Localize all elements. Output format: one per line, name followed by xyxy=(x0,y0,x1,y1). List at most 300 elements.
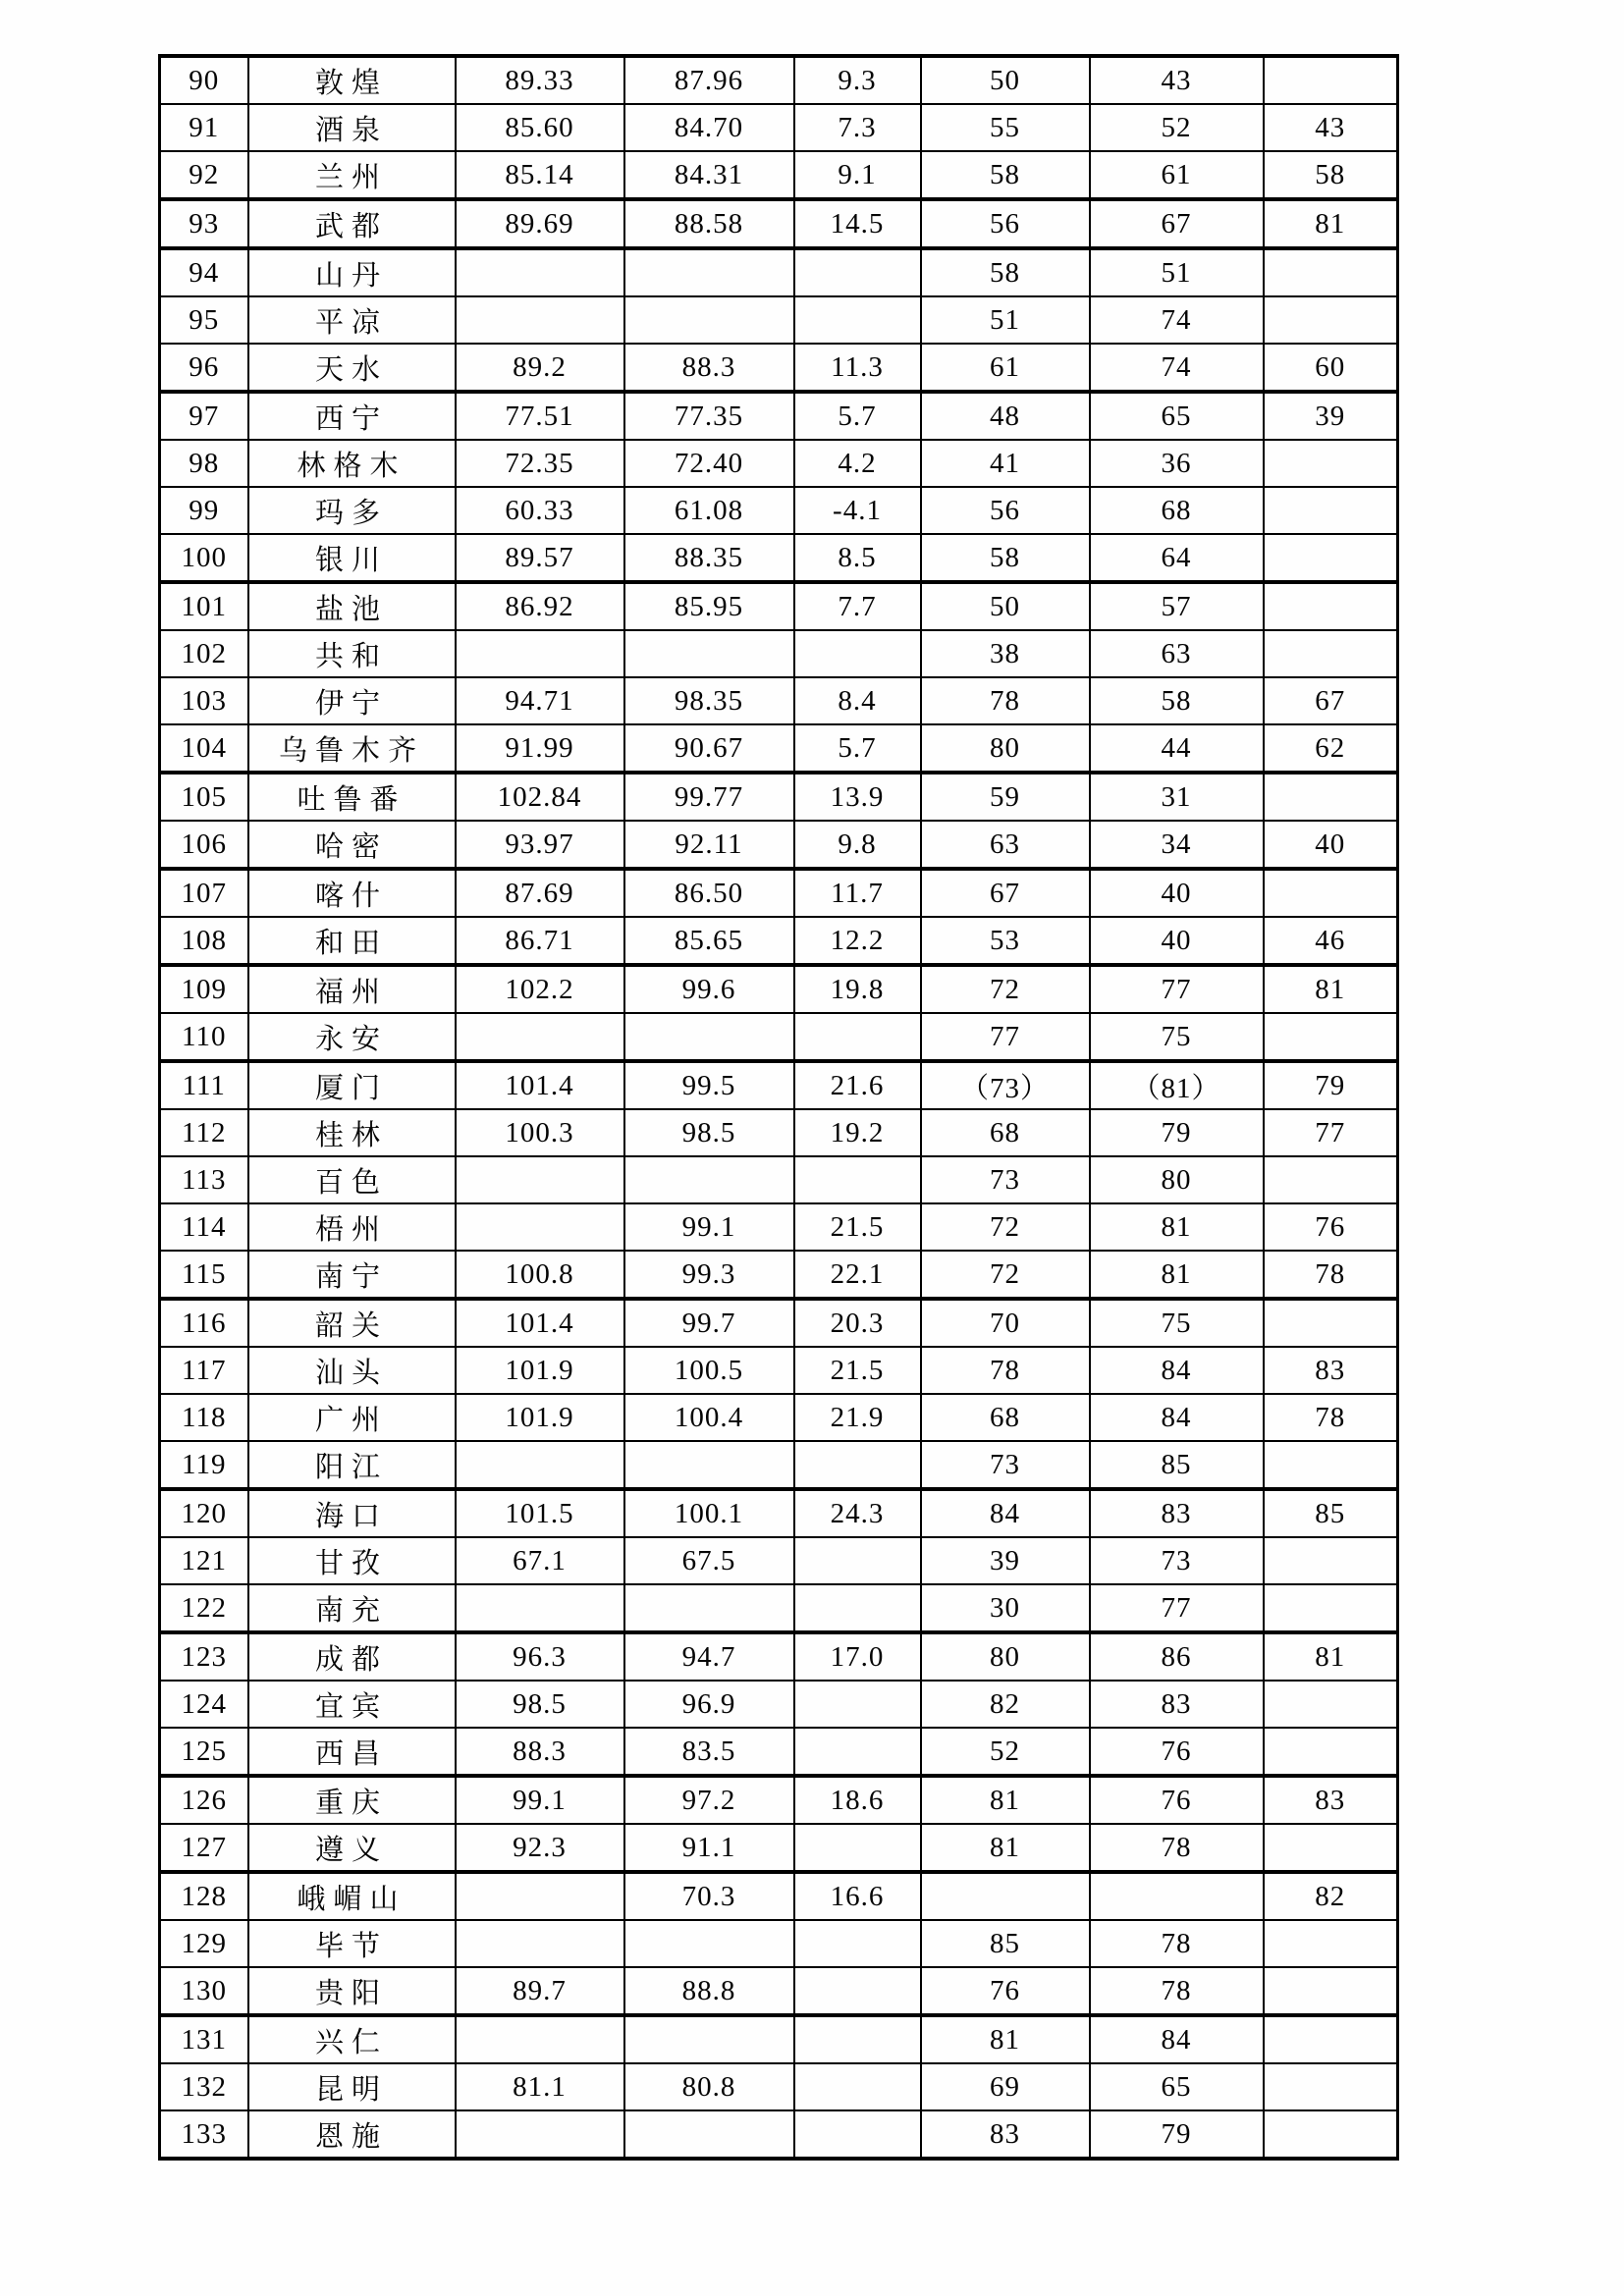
value-cell-3: 24.3 xyxy=(794,1489,921,1537)
value-cell-1: 98.5 xyxy=(456,1681,624,1728)
value-cell-3 xyxy=(794,2063,921,2110)
value-cell-2 xyxy=(624,1013,794,1061)
row-number-cell: 90 xyxy=(160,56,248,104)
value-cell-2: 99.7 xyxy=(624,1299,794,1347)
row-number-cell: 115 xyxy=(160,1251,248,1299)
value-cell-3: 5.7 xyxy=(794,392,921,440)
value-cell-5: 40 xyxy=(1090,917,1264,965)
row-number-cell: 91 xyxy=(160,104,248,151)
value-cell-5: 31 xyxy=(1090,773,1264,821)
value-cell-5: 76 xyxy=(1090,1776,1264,1824)
row-number-cell: 131 xyxy=(160,2015,248,2063)
value-cell-3: 19.8 xyxy=(794,965,921,1013)
value-cell-6: 60 xyxy=(1264,344,1398,392)
value-cell-4: 56 xyxy=(921,199,1090,248)
value-cell-1 xyxy=(456,2015,624,2063)
value-cell-5: 68 xyxy=(1090,487,1264,534)
value-cell-3: 22.1 xyxy=(794,1251,921,1299)
value-cell-4: 67 xyxy=(921,869,1090,917)
value-cell-2: 88.35 xyxy=(624,534,794,582)
value-cell-6 xyxy=(1264,440,1398,487)
value-cell-4: 82 xyxy=(921,1681,1090,1728)
value-cell-3: 7.3 xyxy=(794,104,921,151)
value-cell-6: 46 xyxy=(1264,917,1398,965)
value-cell-3: 9.3 xyxy=(794,56,921,104)
value-cell-3 xyxy=(794,2015,921,2063)
value-cell-5: 34 xyxy=(1090,821,1264,869)
value-cell-6 xyxy=(1264,1728,1398,1776)
value-cell-4: （73） xyxy=(921,1061,1090,1109)
city-name-cell: 峨嵋山 xyxy=(248,1872,456,1920)
value-cell-5: 78 xyxy=(1090,1824,1264,1872)
value-cell-2 xyxy=(624,1920,794,1967)
value-cell-4: 59 xyxy=(921,773,1090,821)
city-name-cell: 兰州 xyxy=(248,151,456,199)
value-cell-3 xyxy=(794,630,921,677)
city-name-cell: 海口 xyxy=(248,1489,456,1537)
value-cell-2: 99.77 xyxy=(624,773,794,821)
value-cell-4: 78 xyxy=(921,1347,1090,1394)
value-cell-4: 50 xyxy=(921,56,1090,104)
value-cell-5: 83 xyxy=(1090,1489,1264,1537)
value-cell-6 xyxy=(1264,1824,1398,1872)
value-cell-2: 67.5 xyxy=(624,1537,794,1584)
value-cell-4: 63 xyxy=(921,821,1090,869)
value-cell-1 xyxy=(456,2110,624,2159)
table-row xyxy=(160,821,1398,869)
value-cell-1: 77.51 xyxy=(456,392,624,440)
value-cell-5: 76 xyxy=(1090,1728,1264,1776)
value-cell-6: 43 xyxy=(1264,104,1398,151)
value-cell-6: 81 xyxy=(1264,1632,1398,1681)
value-cell-1: 81.1 xyxy=(456,2063,624,2110)
value-cell-3: 12.2 xyxy=(794,917,921,965)
table-row xyxy=(160,1251,1398,1299)
value-cell-6 xyxy=(1264,1013,1398,1061)
value-cell-4: 81 xyxy=(921,1776,1090,1824)
value-cell-5: 58 xyxy=(1090,677,1264,724)
table-row xyxy=(160,392,1398,440)
value-cell-3: 11.7 xyxy=(794,869,921,917)
value-cell-1: 89.7 xyxy=(456,1967,624,2015)
city-name-cell: 兴仁 xyxy=(248,2015,456,2063)
table-row xyxy=(160,1489,1398,1537)
value-cell-2: 97.2 xyxy=(624,1776,794,1824)
row-number-cell: 103 xyxy=(160,677,248,724)
value-cell-5: 51 xyxy=(1090,248,1264,296)
value-cell-5: 57 xyxy=(1090,582,1264,630)
row-number-cell: 104 xyxy=(160,724,248,773)
value-cell-4: 84 xyxy=(921,1489,1090,1537)
city-name-cell: 永安 xyxy=(248,1013,456,1061)
table-row xyxy=(160,965,1398,1013)
value-cell-1 xyxy=(456,1872,624,1920)
table-row xyxy=(160,2063,1398,2110)
value-cell-1: 89.69 xyxy=(456,199,624,248)
value-cell-1: 101.4 xyxy=(456,1299,624,1347)
value-cell-6 xyxy=(1264,582,1398,630)
value-cell-4: 56 xyxy=(921,487,1090,534)
table-row xyxy=(160,2110,1398,2159)
table-row xyxy=(160,1632,1398,1681)
value-cell-6: 78 xyxy=(1264,1251,1398,1299)
value-cell-3 xyxy=(794,2110,921,2159)
value-cell-1: 87.69 xyxy=(456,869,624,917)
value-cell-3: 21.6 xyxy=(794,1061,921,1109)
value-cell-6: 81 xyxy=(1264,965,1398,1013)
value-cell-6 xyxy=(1264,2063,1398,2110)
row-number-cell: 97 xyxy=(160,392,248,440)
city-name-cell: 哈密 xyxy=(248,821,456,869)
value-cell-6 xyxy=(1264,869,1398,917)
value-cell-1 xyxy=(456,630,624,677)
table-row xyxy=(160,440,1398,487)
value-cell-2: 90.67 xyxy=(624,724,794,773)
row-number-cell: 107 xyxy=(160,869,248,917)
value-cell-1: 93.97 xyxy=(456,821,624,869)
city-name-cell: 梧州 xyxy=(248,1203,456,1251)
value-cell-3: 5.7 xyxy=(794,724,921,773)
row-number-cell: 132 xyxy=(160,2063,248,2110)
value-cell-3: 9.1 xyxy=(794,151,921,199)
value-cell-3: 21.5 xyxy=(794,1347,921,1394)
value-cell-6 xyxy=(1264,2110,1398,2159)
row-number-cell: 118 xyxy=(160,1394,248,1441)
value-cell-6 xyxy=(1264,1537,1398,1584)
value-cell-6: 85 xyxy=(1264,1489,1398,1537)
table-row xyxy=(160,1109,1398,1156)
value-cell-6 xyxy=(1264,1299,1398,1347)
row-number-cell: 116 xyxy=(160,1299,248,1347)
value-cell-3 xyxy=(794,1441,921,1489)
city-name-cell: 玛多 xyxy=(248,487,456,534)
table-row xyxy=(160,1441,1398,1489)
value-cell-3 xyxy=(794,248,921,296)
value-cell-2: 88.3 xyxy=(624,344,794,392)
city-name-cell: 桂林 xyxy=(248,1109,456,1156)
value-cell-4: 77 xyxy=(921,1013,1090,1061)
value-cell-2 xyxy=(624,1156,794,1203)
value-cell-3: 13.9 xyxy=(794,773,921,821)
value-cell-2: 85.65 xyxy=(624,917,794,965)
row-number-cell: 105 xyxy=(160,773,248,821)
city-name-cell: 南宁 xyxy=(248,1251,456,1299)
value-cell-1: 102.2 xyxy=(456,965,624,1013)
value-cell-2 xyxy=(624,248,794,296)
value-cell-4: 58 xyxy=(921,534,1090,582)
value-cell-4: 85 xyxy=(921,1920,1090,1967)
value-cell-1: 102.84 xyxy=(456,773,624,821)
value-cell-1: 89.57 xyxy=(456,534,624,582)
city-name-cell: 甘孜 xyxy=(248,1537,456,1584)
value-cell-3: 20.3 xyxy=(794,1299,921,1347)
value-cell-3 xyxy=(794,1824,921,1872)
value-cell-4: 70 xyxy=(921,1299,1090,1347)
value-cell-2: 88.58 xyxy=(624,199,794,248)
value-cell-5: 78 xyxy=(1090,1920,1264,1967)
value-cell-2: 83.5 xyxy=(624,1728,794,1776)
city-name-cell: 贵阳 xyxy=(248,1967,456,2015)
city-name-cell: 吐鲁番 xyxy=(248,773,456,821)
value-cell-4 xyxy=(921,1872,1090,1920)
value-cell-3: 8.4 xyxy=(794,677,921,724)
table-row xyxy=(160,2015,1398,2063)
value-cell-5: 65 xyxy=(1090,392,1264,440)
city-name-cell: 成都 xyxy=(248,1632,456,1681)
table-row xyxy=(160,1824,1398,1872)
value-cell-3 xyxy=(794,1681,921,1728)
value-cell-5: 77 xyxy=(1090,1584,1264,1632)
value-cell-5: 84 xyxy=(1090,1347,1264,1394)
value-cell-5: 75 xyxy=(1090,1013,1264,1061)
value-cell-2 xyxy=(624,1441,794,1489)
value-cell-4: 48 xyxy=(921,392,1090,440)
city-name-cell: 毕节 xyxy=(248,1920,456,1967)
value-cell-3 xyxy=(794,1584,921,1632)
value-cell-1: 99.1 xyxy=(456,1776,624,1824)
value-cell-2: 100.1 xyxy=(624,1489,794,1537)
table-row xyxy=(160,104,1398,151)
value-cell-2 xyxy=(624,1584,794,1632)
value-cell-5: 40 xyxy=(1090,869,1264,917)
value-cell-6 xyxy=(1264,2015,1398,2063)
value-cell-6: 83 xyxy=(1264,1347,1398,1394)
row-number-cell: 106 xyxy=(160,821,248,869)
row-number-cell: 129 xyxy=(160,1920,248,1967)
value-cell-1: 88.3 xyxy=(456,1728,624,1776)
row-number-cell: 93 xyxy=(160,199,248,248)
city-name-cell: 伊宁 xyxy=(248,677,456,724)
value-cell-1: 67.1 xyxy=(456,1537,624,1584)
value-cell-2: 94.7 xyxy=(624,1632,794,1681)
table-row xyxy=(160,1967,1398,2015)
value-cell-1: 92.3 xyxy=(456,1824,624,1872)
value-cell-2: 100.5 xyxy=(624,1347,794,1394)
city-name-cell: 恩施 xyxy=(248,2110,456,2159)
city-name-cell: 汕头 xyxy=(248,1347,456,1394)
value-cell-6 xyxy=(1264,1441,1398,1489)
value-cell-4: 61 xyxy=(921,344,1090,392)
table-row xyxy=(160,724,1398,773)
value-cell-2: 99.1 xyxy=(624,1203,794,1251)
city-name-cell: 山丹 xyxy=(248,248,456,296)
table-row xyxy=(160,630,1398,677)
value-cell-3: 21.9 xyxy=(794,1394,921,1441)
city-name-cell: 喀什 xyxy=(248,869,456,917)
row-number-cell: 121 xyxy=(160,1537,248,1584)
value-cell-3: 17.0 xyxy=(794,1632,921,1681)
city-name-cell: 乌鲁木齐 xyxy=(248,724,456,773)
row-number-cell: 126 xyxy=(160,1776,248,1824)
value-cell-4: 76 xyxy=(921,1967,1090,2015)
value-cell-6: 79 xyxy=(1264,1061,1398,1109)
row-number-cell: 127 xyxy=(160,1824,248,1872)
value-cell-4: 72 xyxy=(921,1251,1090,1299)
table-row xyxy=(160,1537,1398,1584)
table-row xyxy=(160,1013,1398,1061)
row-number-cell: 112 xyxy=(160,1109,248,1156)
value-cell-6: 39 xyxy=(1264,392,1398,440)
row-number-cell: 100 xyxy=(160,534,248,582)
value-cell-4: 50 xyxy=(921,582,1090,630)
city-name-cell: 西宁 xyxy=(248,392,456,440)
value-cell-1: 96.3 xyxy=(456,1632,624,1681)
value-cell-4: 73 xyxy=(921,1441,1090,1489)
value-cell-2 xyxy=(624,2110,794,2159)
row-number-cell: 98 xyxy=(160,440,248,487)
value-cell-1 xyxy=(456,1920,624,1967)
table-row xyxy=(160,1872,1398,1920)
table-row xyxy=(160,1299,1398,1347)
city-name-cell: 福州 xyxy=(248,965,456,1013)
row-number-cell: 119 xyxy=(160,1441,248,1489)
value-cell-6: 67 xyxy=(1264,677,1398,724)
value-cell-2: 92.11 xyxy=(624,821,794,869)
value-cell-1 xyxy=(456,1203,624,1251)
value-cell-1: 72.35 xyxy=(456,440,624,487)
city-name-cell: 盐池 xyxy=(248,582,456,630)
value-cell-5: 79 xyxy=(1090,1109,1264,1156)
value-cell-2: 72.40 xyxy=(624,440,794,487)
value-cell-5 xyxy=(1090,1872,1264,1920)
value-cell-4: 38 xyxy=(921,630,1090,677)
city-name-cell: 西昌 xyxy=(248,1728,456,1776)
row-number-cell: 96 xyxy=(160,344,248,392)
value-cell-1: 89.2 xyxy=(456,344,624,392)
row-number-cell: 108 xyxy=(160,917,248,965)
row-number-cell: 101 xyxy=(160,582,248,630)
row-number-cell: 117 xyxy=(160,1347,248,1394)
value-cell-3 xyxy=(794,1013,921,1061)
value-cell-4: 41 xyxy=(921,440,1090,487)
value-cell-4: 58 xyxy=(921,151,1090,199)
value-cell-5: 64 xyxy=(1090,534,1264,582)
table-row xyxy=(160,344,1398,392)
city-name-cell: 林格木 xyxy=(248,440,456,487)
value-cell-5: 74 xyxy=(1090,344,1264,392)
row-number-cell: 125 xyxy=(160,1728,248,1776)
value-cell-6: 78 xyxy=(1264,1394,1398,1441)
row-number-cell: 130 xyxy=(160,1967,248,2015)
table-row xyxy=(160,248,1398,296)
value-cell-2: 100.4 xyxy=(624,1394,794,1441)
value-cell-2: 88.8 xyxy=(624,1967,794,2015)
value-cell-4: 81 xyxy=(921,1824,1090,1872)
city-name-cell: 宜宾 xyxy=(248,1681,456,1728)
value-cell-3: 7.7 xyxy=(794,582,921,630)
table-row xyxy=(160,534,1398,582)
value-cell-6 xyxy=(1264,534,1398,582)
value-cell-4: 51 xyxy=(921,296,1090,344)
table-body xyxy=(160,56,1398,2159)
value-cell-5: 75 xyxy=(1090,1299,1264,1347)
value-cell-5: 85 xyxy=(1090,1441,1264,1489)
value-cell-5: 65 xyxy=(1090,2063,1264,2110)
value-cell-2: 84.70 xyxy=(624,104,794,151)
value-cell-2: 91.1 xyxy=(624,1824,794,1872)
value-cell-6: 77 xyxy=(1264,1109,1398,1156)
value-cell-2: 96.9 xyxy=(624,1681,794,1728)
table-row xyxy=(160,1061,1398,1109)
value-cell-3 xyxy=(794,1156,921,1203)
climate-data-table xyxy=(158,54,1399,2161)
value-cell-1: 91.99 xyxy=(456,724,624,773)
value-cell-5: 81 xyxy=(1090,1203,1264,1251)
value-cell-1 xyxy=(456,1013,624,1061)
city-name-cell: 广州 xyxy=(248,1394,456,1441)
value-cell-2: 80.8 xyxy=(624,2063,794,2110)
value-cell-2: 98.5 xyxy=(624,1109,794,1156)
value-cell-3: 18.6 xyxy=(794,1776,921,1824)
value-cell-4: 58 xyxy=(921,248,1090,296)
value-cell-4: 55 xyxy=(921,104,1090,151)
table-row xyxy=(160,1347,1398,1394)
value-cell-5: 84 xyxy=(1090,2015,1264,2063)
row-number-cell: 133 xyxy=(160,2110,248,2159)
value-cell-2: 98.35 xyxy=(624,677,794,724)
value-cell-1: 101.9 xyxy=(456,1394,624,1441)
value-cell-6 xyxy=(1264,1156,1398,1203)
table-row xyxy=(160,56,1398,104)
value-cell-3 xyxy=(794,1728,921,1776)
value-cell-1: 89.33 xyxy=(456,56,624,104)
value-cell-6 xyxy=(1264,1584,1398,1632)
value-cell-6: 58 xyxy=(1264,151,1398,199)
value-cell-2 xyxy=(624,2015,794,2063)
value-cell-6 xyxy=(1264,1920,1398,1967)
value-cell-5: 61 xyxy=(1090,151,1264,199)
value-cell-4: 52 xyxy=(921,1728,1090,1776)
value-cell-1: 100.3 xyxy=(456,1109,624,1156)
value-cell-2: 85.95 xyxy=(624,582,794,630)
value-cell-3: -4.1 xyxy=(794,487,921,534)
value-cell-6: 76 xyxy=(1264,1203,1398,1251)
city-name-cell: 和田 xyxy=(248,917,456,965)
value-cell-6 xyxy=(1264,1681,1398,1728)
value-cell-4: 80 xyxy=(921,724,1090,773)
value-cell-2: 70.3 xyxy=(624,1872,794,1920)
value-cell-4: 78 xyxy=(921,677,1090,724)
value-cell-4: 39 xyxy=(921,1537,1090,1584)
value-cell-3 xyxy=(794,296,921,344)
table-row xyxy=(160,1728,1398,1776)
table-row xyxy=(160,487,1398,534)
value-cell-1 xyxy=(456,1584,624,1632)
city-name-cell: 百色 xyxy=(248,1156,456,1203)
value-cell-3 xyxy=(794,1537,921,1584)
value-cell-2: 99.5 xyxy=(624,1061,794,1109)
value-cell-4: 53 xyxy=(921,917,1090,965)
value-cell-2: 84.31 xyxy=(624,151,794,199)
row-number-cell: 99 xyxy=(160,487,248,534)
value-cell-4: 72 xyxy=(921,1203,1090,1251)
city-name-cell: 共和 xyxy=(248,630,456,677)
city-name-cell: 武都 xyxy=(248,199,456,248)
value-cell-5: 74 xyxy=(1090,296,1264,344)
city-name-cell: 阳江 xyxy=(248,1441,456,1489)
value-cell-5: 84 xyxy=(1090,1394,1264,1441)
value-cell-5: 79 xyxy=(1090,2110,1264,2159)
value-cell-3: 21.5 xyxy=(794,1203,921,1251)
value-cell-2 xyxy=(624,296,794,344)
value-cell-3 xyxy=(794,1967,921,2015)
value-cell-6 xyxy=(1264,630,1398,677)
row-number-cell: 92 xyxy=(160,151,248,199)
table-row xyxy=(160,582,1398,630)
city-name-cell: 南充 xyxy=(248,1584,456,1632)
value-cell-6 xyxy=(1264,248,1398,296)
value-cell-3: 9.8 xyxy=(794,821,921,869)
